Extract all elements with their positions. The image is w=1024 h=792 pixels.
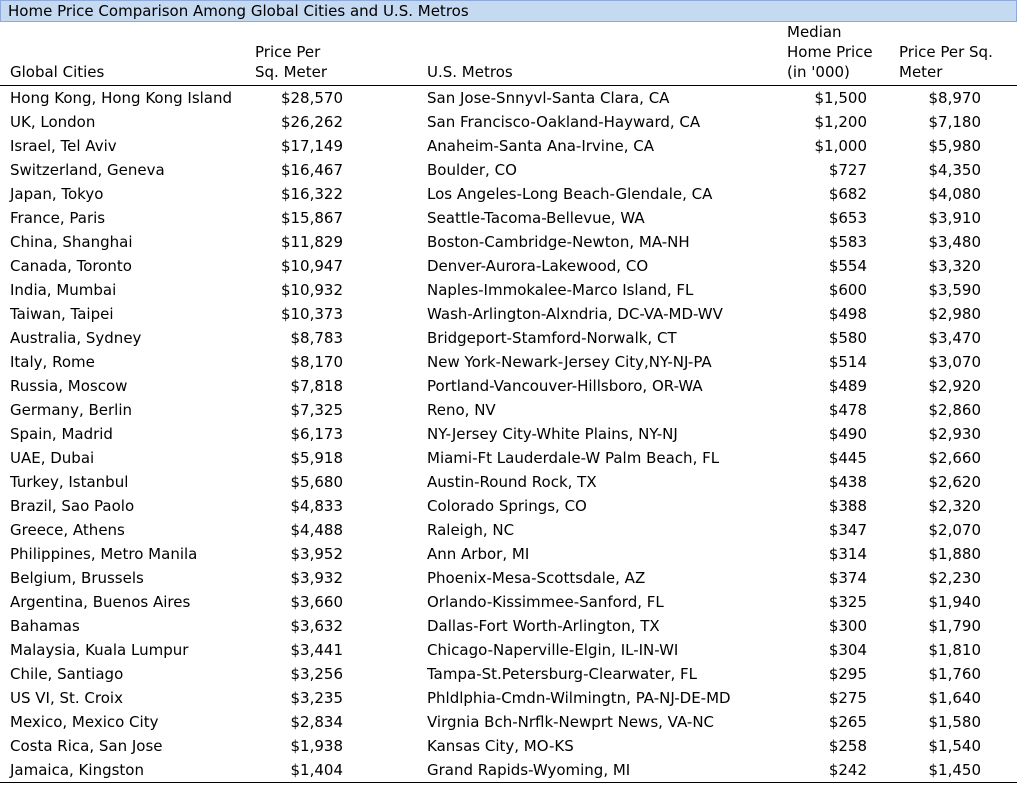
- cell-median-home-price: $682: [828, 185, 867, 203]
- cell-global-price-per-sqm: $3,932: [290, 569, 343, 587]
- cell-us-price-per-sqm: $3,320: [928, 257, 981, 275]
- cell-us-price-per-sqm: $4,080: [928, 185, 981, 203]
- cell-us-metro: Portland-Vancouver-Hillsboro, OR-WA: [427, 377, 703, 395]
- cell-us-metro: Los Angeles-Long Beach-Glendale, CA: [427, 185, 713, 203]
- cell-global-price-per-sqm: $3,660: [290, 593, 343, 611]
- cell-global-city: China, Shanghai: [10, 233, 133, 251]
- cell-gap: [347, 374, 427, 398]
- cell-us-price-per-sqm: $2,620: [928, 473, 981, 491]
- cell-us-metro: Phldlphia-Cmdn-Wilmingtn, PA-NJ-DE-MD: [427, 689, 731, 707]
- cell-gap: [347, 230, 427, 254]
- cell-us-metro: Seattle-Tacoma-Bellevue, WA: [427, 209, 645, 227]
- table-row: [0, 398, 1017, 422]
- cell-gap: [347, 494, 427, 518]
- cell-global-price-per-sqm: $15,867: [280, 209, 343, 227]
- cell-global-price-per-sqm: $16,322: [280, 185, 343, 203]
- cell-median-home-price: $304: [828, 641, 867, 659]
- table-row: [0, 278, 1017, 302]
- cell-global-city: Japan, Tokyo: [10, 185, 104, 203]
- cell-us-price-per-sqm: $1,810: [928, 641, 981, 659]
- table-row: [0, 446, 1017, 470]
- cell-global-price-per-sqm: $17,149: [280, 137, 343, 155]
- cell-median-home-price: $514: [828, 353, 867, 371]
- cell-gap: [347, 182, 427, 206]
- cell-gap: [347, 302, 427, 326]
- cell-global-price-per-sqm: $5,680: [290, 473, 343, 491]
- cell-gap: [347, 686, 427, 710]
- table-row: [0, 542, 1017, 566]
- cell-gap: [347, 422, 427, 446]
- comparison-table: [0, 22, 1017, 783]
- cell-global-price-per-sqm: $26,262: [280, 113, 343, 131]
- header-price-per-sqm: [255, 22, 347, 86]
- header-price-per-sqm-line1: Price Per: [255, 43, 321, 61]
- cell-global-city: Jamaica, Kingston: [0, 758, 255, 783]
- table-row: [0, 758, 1017, 783]
- cell-us-price-per-sqm: $2,230: [928, 569, 981, 587]
- cell-global-city: Canada, Toronto: [10, 257, 132, 275]
- cell-global-city: Brazil, Sao Paolo: [10, 497, 135, 515]
- cell-global-price-per-sqm: $3,441: [290, 641, 343, 659]
- cell-gap: [347, 518, 427, 542]
- cell-global-price-per-sqm: $10,947: [280, 257, 343, 275]
- cell-median-home-price: $242: [787, 758, 889, 783]
- cell-median-home-price: $374: [828, 569, 867, 587]
- cell-global-price-per-sqm: $4,488: [290, 521, 343, 539]
- cell-global-city: Malaysia, Kuala Lumpur: [10, 641, 189, 659]
- cell-us-metro: San Jose-Snnyvl-Santa Clara, CA: [427, 89, 670, 107]
- cell-global-price-per-sqm: $8,783: [290, 329, 343, 347]
- cell-median-home-price: $347: [828, 521, 867, 539]
- cell-gap: [347, 110, 427, 134]
- cell-global-price-per-sqm: $3,952: [290, 545, 343, 563]
- cell-gap: [347, 590, 427, 614]
- cell-global-price-per-sqm: $10,932: [280, 281, 343, 299]
- cell-median-home-price: $300: [828, 617, 867, 635]
- cell-us-price-per-sqm: $4,350: [928, 161, 981, 179]
- cell-gap: [347, 254, 427, 278]
- header-global-cities: Global Cities: [0, 22, 255, 86]
- cell-us-price-per-sqm: $2,930: [928, 425, 981, 443]
- cell-us-metro: San Francisco-Oakland-Hayward, CA: [427, 113, 701, 131]
- table-row: [0, 710, 1017, 734]
- table-row: [0, 518, 1017, 542]
- cell-us-price-per-sqm: $5,980: [928, 137, 981, 155]
- cell-gap: [347, 662, 427, 686]
- cell-median-home-price: $1,500: [814, 89, 867, 107]
- cell-us-price-per-sqm: $1,540: [928, 737, 981, 755]
- cell-us-metro: Virgnia Bch-Nrflk-Newprt News, VA-NC: [427, 713, 715, 731]
- cell-us-metro: Orlando-Kissimmee-Sanford, FL: [427, 593, 664, 611]
- table-row: [0, 638, 1017, 662]
- cell-us-metro: New York-Newark-Jersey City,NY-NJ-PA: [427, 353, 712, 371]
- cell-gap: [347, 710, 427, 734]
- table-row: [0, 86, 1017, 111]
- cell-global-price-per-sqm: $1,938: [290, 737, 343, 755]
- cell-gap: [347, 398, 427, 422]
- table-title: Home Price Comparison Among Global Cities and U.S. Metros: [0, 0, 1017, 22]
- cell-us-price-per-sqm: $3,480: [928, 233, 981, 251]
- cell-global-price-per-sqm: $16,467: [280, 161, 343, 179]
- cell-us-metro: Dallas-Fort Worth-Arlington, TX: [427, 617, 660, 635]
- table-row: [0, 182, 1017, 206]
- cell-gap: [347, 134, 427, 158]
- cell-us-metro: Kansas City, MO-KS: [427, 737, 574, 755]
- cell-global-city: Taiwan, Taipei: [10, 305, 114, 323]
- cell-us-price-per-sqm: $7,180: [928, 113, 981, 131]
- cell-global-city: US VI, St. Croix: [10, 689, 123, 707]
- cell-us-metro: NY-Jersey City-White Plains, NY-NJ: [427, 425, 678, 443]
- cell-global-city: Philippines, Metro Manila: [10, 545, 198, 563]
- table-row: [0, 326, 1017, 350]
- cell-us-price-per-sqm: $1,580: [928, 713, 981, 731]
- cell-us-metro: Austin-Round Rock, TX: [427, 473, 597, 491]
- cell-us-price-per-sqm: $8,970: [928, 89, 981, 107]
- cell-gap: [347, 542, 427, 566]
- cell-global-city: Argentina, Buenos Aires: [10, 593, 191, 611]
- table-row: [0, 254, 1017, 278]
- table-row: [0, 566, 1017, 590]
- cell-global-price-per-sqm: $8,170: [290, 353, 343, 371]
- cell-us-metro: Boston-Cambridge-Newton, MA-NH: [427, 233, 690, 251]
- cell-median-home-price: $1,200: [814, 113, 867, 131]
- cell-us-price-per-sqm: $1,880: [928, 545, 981, 563]
- table-row: [0, 110, 1017, 134]
- cell-us-metro: Reno, NV: [427, 401, 496, 419]
- cell-median-home-price: $478: [828, 401, 867, 419]
- cell-us-metro: Bridgeport-Stamford-Norwalk, CT: [427, 329, 677, 347]
- cell-median-home-price: $325: [828, 593, 867, 611]
- cell-median-home-price: $653: [828, 209, 867, 227]
- cell-global-city: Mexico, Mexico City: [10, 713, 159, 731]
- cell-gap: [347, 614, 427, 638]
- table-row: [0, 374, 1017, 398]
- cell-gap: [347, 470, 427, 494]
- cell-gap: [347, 566, 427, 590]
- header-median-line2: Home Price: [787, 43, 873, 61]
- cell-gap: [347, 278, 427, 302]
- cell-us-metro: Phoenix-Mesa-Scottsdale, AZ: [427, 569, 646, 587]
- table-row: [0, 494, 1017, 518]
- cell-median-home-price: $600: [828, 281, 867, 299]
- cell-us-price-per-sqm: $3,470: [928, 329, 981, 347]
- cell-gap: [347, 158, 427, 182]
- cell-median-home-price: $1,000: [814, 137, 867, 155]
- cell-us-price-per-sqm: $2,980: [928, 305, 981, 323]
- cell-global-city: Russia, Moscow: [10, 377, 128, 395]
- table-row: [0, 302, 1017, 326]
- cell-us-price-per-sqm: $1,760: [928, 665, 981, 683]
- cell-global-city: Chile, Santiago: [10, 665, 124, 683]
- table-row: [0, 230, 1017, 254]
- cell-median-home-price: $580: [828, 329, 867, 347]
- cell-global-city: UAE, Dubai: [10, 449, 95, 467]
- header-gap: [347, 22, 427, 86]
- cell-median-home-price: $388: [828, 497, 867, 515]
- header-median-line1: Median: [787, 23, 842, 41]
- table-row: [0, 590, 1017, 614]
- cell-median-home-price: $498: [828, 305, 867, 323]
- cell-median-home-price: $554: [828, 257, 867, 275]
- cell-global-price-per-sqm: $7,325: [290, 401, 343, 419]
- table-row: [0, 614, 1017, 638]
- cell-global-city: Switzerland, Geneva: [10, 161, 165, 179]
- header-row: [0, 22, 1017, 86]
- cell-median-home-price: $489: [828, 377, 867, 395]
- cell-median-home-price: $265: [828, 713, 867, 731]
- cell-global-price-per-sqm: $28,570: [280, 89, 343, 107]
- cell-median-home-price: $258: [828, 737, 867, 755]
- header-us-price-line1: Price Per Sq.: [899, 43, 993, 61]
- cell-global-price-per-sqm: $3,256: [290, 665, 343, 683]
- cell-us-metro: Naples-Immokalee-Marco Island, FL: [427, 281, 694, 299]
- table-row: [0, 734, 1017, 758]
- cell-global-price-per-sqm: $10,373: [280, 305, 343, 323]
- cell-us-metro: Miami-Ft Lauderdale-W Palm Beach, FL: [427, 449, 720, 467]
- header-us-price-line2: Meter: [899, 63, 943, 81]
- cell-global-city: Spain, Madrid: [10, 425, 113, 443]
- cell-us-price-per-sqm: $1,450: [889, 758, 1017, 783]
- header-median-line3: (in '000): [787, 63, 850, 81]
- cell-us-price-per-sqm: $2,860: [928, 401, 981, 419]
- cell-global-city: Germany, Berlin: [10, 401, 133, 419]
- cell-global-price-per-sqm: $7,818: [290, 377, 343, 395]
- table-row: [0, 662, 1017, 686]
- cell-us-metro: Boulder, CO: [427, 161, 517, 179]
- cell-global-city: Hong Kong, Hong Kong Island: [10, 89, 233, 107]
- cell-global-city: India, Mumbai: [10, 281, 117, 299]
- cell-us-metro: Tampa-St.Petersburg-Clearwater, FL: [427, 665, 697, 683]
- cell-median-home-price: $295: [828, 665, 867, 683]
- cell-median-home-price: $275: [828, 689, 867, 707]
- cell-us-price-per-sqm: $3,070: [928, 353, 981, 371]
- table-row: [0, 350, 1017, 374]
- cell-global-price-per-sqm: $11,829: [280, 233, 343, 251]
- table-row: [0, 470, 1017, 494]
- table-body: [0, 86, 1017, 783]
- cell-us-metro: Grand Rapids-Wyoming, MI: [427, 758, 787, 783]
- cell-us-price-per-sqm: $2,320: [928, 497, 981, 515]
- cell-us-metro: Raleigh, NC: [427, 521, 515, 539]
- table-row: [0, 422, 1017, 446]
- cell-median-home-price: $583: [828, 233, 867, 251]
- cell-us-metro: Chicago-Naperville-Elgin, IL-IN-WI: [427, 641, 679, 659]
- cell-gap: [347, 758, 427, 783]
- cell-global-city: Israel, Tel Aviv: [10, 137, 117, 155]
- cell-median-home-price: $445: [828, 449, 867, 467]
- cell-us-metro: Denver-Aurora-Lakewood, CO: [427, 257, 649, 275]
- cell-gap: [347, 350, 427, 374]
- cell-us-price-per-sqm: $3,590: [928, 281, 981, 299]
- cell-global-city: UK, London: [10, 113, 96, 131]
- cell-global-city: Belgium, Brussels: [10, 569, 144, 587]
- table-row: [0, 134, 1017, 158]
- cell-global-city: Greece, Athens: [10, 521, 125, 539]
- cell-us-price-per-sqm: $1,790: [928, 617, 981, 635]
- cell-us-price-per-sqm: $1,940: [928, 593, 981, 611]
- header-us-metros: U.S. Metros: [427, 22, 787, 86]
- cell-median-home-price: $490: [828, 425, 867, 443]
- cell-global-city: Bahamas: [10, 617, 80, 635]
- cell-global-price-per-sqm: $6,173: [290, 425, 343, 443]
- cell-gap: [347, 326, 427, 350]
- cell-us-price-per-sqm: $2,070: [928, 521, 981, 539]
- cell-median-home-price: $727: [828, 161, 867, 179]
- cell-global-city: Turkey, Istanbul: [10, 473, 129, 491]
- cell-us-price-per-sqm: $2,920: [928, 377, 981, 395]
- cell-global-city: France, Paris: [10, 209, 106, 227]
- cell-us-metro: Wash-Arlington-Alxndria, DC-VA-MD-WV: [427, 305, 723, 323]
- cell-median-home-price: $314: [828, 545, 867, 563]
- cell-us-price-per-sqm: $1,640: [928, 689, 981, 707]
- cell-global-price-per-sqm: $2,834: [290, 713, 343, 731]
- cell-global-price-per-sqm: $4,833: [290, 497, 343, 515]
- cell-gap: [347, 638, 427, 662]
- cell-gap: [347, 734, 427, 758]
- cell-global-price-per-sqm: $1,404: [255, 758, 347, 783]
- cell-global-city: Italy, Rome: [10, 353, 95, 371]
- cell-gap: [347, 446, 427, 470]
- cell-global-price-per-sqm: $5,918: [290, 449, 343, 467]
- cell-global-city: Australia, Sydney: [10, 329, 142, 347]
- cell-us-metro: Ann Arbor, MI: [427, 545, 530, 563]
- cell-us-metro: Colorado Springs, CO: [427, 497, 587, 515]
- header-median-home-price: [787, 22, 889, 86]
- cell-gap: [347, 86, 427, 111]
- cell-us-price-per-sqm: $2,660: [928, 449, 981, 467]
- table-row: [0, 158, 1017, 182]
- header-price-per-sqm-line2: Sq. Meter: [255, 63, 328, 81]
- cell-median-home-price: $438: [828, 473, 867, 491]
- cell-us-metro: Anaheim-Santa Ana-Irvine, CA: [427, 137, 654, 155]
- table-row: [0, 206, 1017, 230]
- cell-us-price-per-sqm: $3,910: [928, 209, 981, 227]
- header-us-price-per-sqm: [889, 22, 1017, 86]
- table-row: [0, 686, 1017, 710]
- cell-global-city: Costa Rica, San Jose: [10, 737, 163, 755]
- cell-global-price-per-sqm: $3,235: [290, 689, 343, 707]
- cell-global-price-per-sqm: $3,632: [290, 617, 343, 635]
- cell-gap: [347, 206, 427, 230]
